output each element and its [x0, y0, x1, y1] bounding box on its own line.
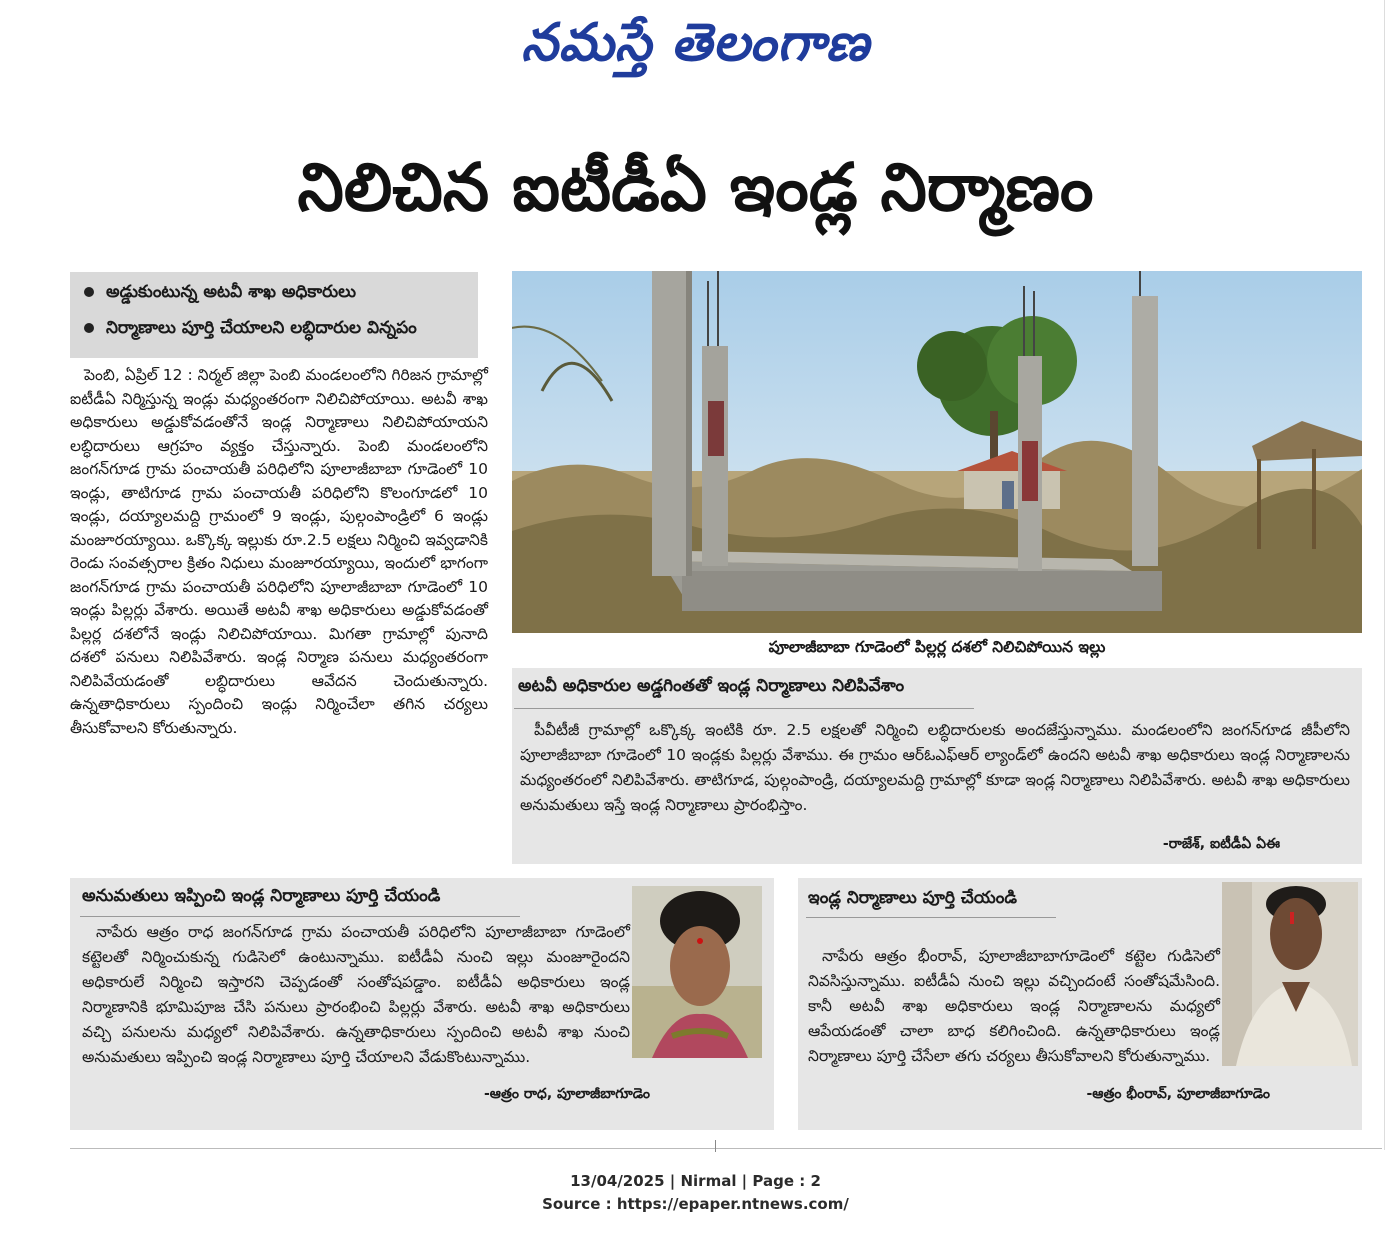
divider [514, 708, 974, 709]
footer-date-page: 13/04/2025 | Nirmal | Page : 2 [570, 1172, 821, 1190]
masthead-logo: నమస్తే తెలంగాణ [521, 12, 870, 73]
woman-portrait-photo [632, 886, 762, 1058]
officer-quote-title: అటవీ అధికారుల అడ్డగింతతో ఇండ్ల నిర్మాణాలు నిలిపివేశాం [518, 676, 905, 696]
center-tick [715, 1140, 716, 1152]
divider [80, 916, 520, 917]
left-quote-title: అనుమతులు ఇప్పించి ఇండ్ల నిర్మాణాలు పూర్తి చేయండి [82, 886, 441, 906]
right-quote-signature: -ఆత్రం భీంరావ్, పూలాజీబాగూడెం [1086, 1086, 1270, 1102]
construction-photo [512, 271, 1362, 633]
officer-quote-text: పీవీటీజీ గ్రామాల్లో ఒక్కొక్క ఇంటికి రూ. 2.5 లక్షలతో నిర్మించి లబ్ధిదారులకు అందజేస్తున్నాము. మండలంలోని జంగన్‌గూడ జీపీలోని పూలాజీబాబా గూడెంలో 10 ఇండ్లకు పిల్లర్లు వేశాము. ఈ గ్రామం ఆర్‌ఓఎఫ్‌ఆర్ ల్యాండ్‌లో ఉందని అటవీ శాఖ అధికారులు ఇండ్ల నిర్మాణాలను మధ్యంతరంలో నిలిపివేశారు. తాటిగూడ, పుల్గంపాండ్రి, దయ్యాలమద్ది గ్రామాల్లో కూడా ఇండ్ల నిర్మాణాలు నిలిపివేశారు. అటవీ శాఖ అధికారులు అనుమతులు ఇస్తే ఇండ్ల నిర్మాణాలు ప్రారంభిస్తాం. [520, 721, 1350, 814]
right-quote-title: ఇండ్ల నిర్మాణాలు పూర్తి చేయండి [808, 888, 1017, 908]
woman-portrait-illustration [632, 886, 762, 1058]
subheadline-bullet: అడ్డుకుంటున్న అటవీ శాఖ అధికారులు [84, 282, 356, 306]
headline: నిలిచిన ఐటీడీఏ ఇండ్ల నిర్మాణం [297, 149, 1094, 226]
man-portrait-photo [1222, 882, 1358, 1066]
man-portrait-illustration [1222, 882, 1358, 1066]
construction-photo-illustration [512, 271, 1362, 633]
bullet-icon [84, 323, 94, 333]
left-quote-signature: -ఆత్రం రాధ, పూలాజీబాగూడెం [483, 1086, 650, 1102]
bullet-icon [84, 287, 94, 297]
page-border [1384, 0, 1385, 1150]
subheadline-bullet: నిర్మాణాలు పూర్తి చేయాలని లబ్ధిదారుల విన్నపం [84, 318, 417, 342]
left-quote-text: నాపేరు ఆత్రం రాధ జంగన్‌గూడ గ్రామ పంచాయతీ పరిధిలోని పూలాజీబాబా గూడెంలో కట్టెలతో నిర్మించుకున్న గుడిసెలో ఉంటున్నాము. ఐటీడీఏ నుంచి ఇల్లు మంజూరైందని అధికారులే నిర్మించి ఇస్తారని చెప్పడంతో సంతోషపడ్డాం. ఐటీడీఏ అధికారులు ఇండ్ల నిర్మాణానికి భూమిపూజ చేసి పనులు ప్రారంభించి పిల్లర్లు వేశారు. అటవీ శాఖ అధికారులు వచ్చి పనులను మధ్యలో నిలిపివేశారు. ఉన్నతాధికారులు స్పందించి అటవీ శాఖ నుంచి అనుమతులు ఇప్పించి ఇండ్ల నిర్మాణాలు పూర్తి చేయాలని వేడుకొంటున్నాము. [82, 923, 630, 1066]
photo-caption: పూలాజీబాబా గూడెంలో పిల్లర్ల దశలో నిలిచిపోయిన ఇల్లు [768, 638, 1106, 656]
page-rule [70, 1148, 1382, 1149]
main-article-text: పెంబి, ఏప్రిల్ 12 : నిర్మల్ జిల్లా పెంబి మండలంలోని గిరిజన గ్రామాల్లో ఐటీడీఏ నిర్మిస్తున్న ఇండ్లు మధ్యంతరంగా నిలిచిపోయాయి. అటవీ శాఖ అధికారులు అడ్డుకోవడంతోనే ఇండ్ల నిర్మాణాలు నిలిచిపోయాయని లబ్ధిదారులు ఆగ్రహం వ్యక్తం చేస్తున్నారు. పెంబి మండలంలోని జంగన్‌గూడ గ్రామ పంచాయతీ పరిధిలోని పూలాజీబాబా గూడెంలో 10 ఇండ్లు, తాటిగూడ గ్రామ పంచాయతీ పరిధిలోని కొలంగూడలో 10 ఇండ్లు, దయ్యాలమద్ది గ్రామంలో 9 ఇండ్లు, పుల్గంపాండ్రిలో 6 ఇండ్లు మంజూరయ్యాయి. ఒక్కొక్క ఇల్లుకు రూ.2.5 లక్షలు నిర్మించి ఇవ్వడానికి రెండు సంవత్సరాల క్రితం నిధులు మంజూరయ్యాయి, ఇందులో భాగంగా జంగన్‌గూడ గ్రామ పంచాయతీ పరిధిలోని పూలాజీబాబా గూడెంలో 10 ఇండ్లు పిల్లర్లు వేశారు. అయితే అటవీ శాఖ అధికారులు అడ్డుకోవడంతో పిల్లర్ల దశలోనే ఇండ్లు నిలిచిపోయాయి. మిగతా గ్రామాల్లో పునాది దశలో పనులు నిలిపివేశారు. ఇండ్ల నిర్మాణ పనులు మధ్యంతరంగా నిలిపివేయడంతో లబ్ధిదారులు ఆవేదన చెందుతున్నారు. ఉన్నతాధికారులు స్పందించి ఇండ్లు నిర్మించేలా తగిన చర్యలు తీసుకోవాలని కోరుతున్నారు. [70, 366, 488, 737]
right-quote-text: నాపేరు ఆత్రం భీంరావ్, పూలాజీబాబాగూడెంలో కట్టెల గుడిసెలో నివసిస్తున్నాము. ఐటీడీఏ నుంచి ఇల్లు వచ్చిందంటే సంతోషమేసింది. కానీ అటవీ శాఖ అధికారులు ఇండ్ల నిర్మాణాలను మధ్యలో ఆపేయడంతో చాలా బాధ కలిగించింది. ఉన్నతాధికారులు ఇండ్ల నిర్మాణాలు పూర్తి చేసేలా తగు చర్యలు తీసుకోవాలని కోరుతున్నాము. [808, 947, 1220, 1065]
subheadline-box [70, 272, 478, 358]
officer-quote-signature: -రాజేశ్, ఐటీడీఏ ఏఈ [1162, 836, 1280, 852]
footer-source-link[interactable]: Source : https://epaper.ntnews.com/ [542, 1195, 849, 1213]
divider [806, 917, 1056, 918]
